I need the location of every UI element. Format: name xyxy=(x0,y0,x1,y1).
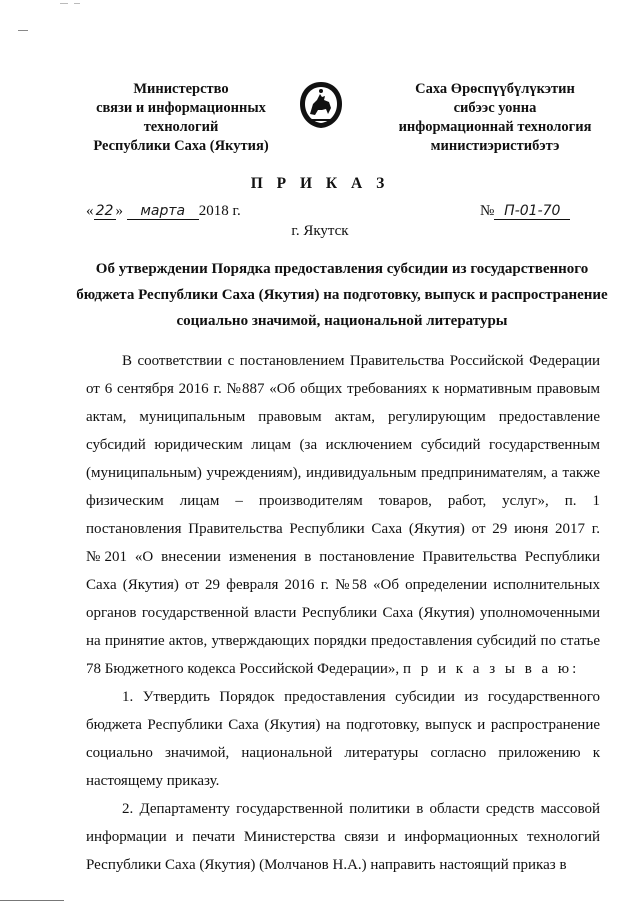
ministry-name-yakut xyxy=(388,80,602,156)
document-title: Об утверждении Порядка предоставления субсидии из государственного бюджета Республики Саха (Якутия) на подготовку, выпуск и распространение социально значимой, национальной литературы xyxy=(76,261,608,329)
scan-mark xyxy=(0,900,64,901)
number-prefix: № xyxy=(480,203,495,219)
number-value-handwritten: П-01-70 xyxy=(494,203,570,220)
ministry-name-line: Республики Саха (Якутия) xyxy=(93,138,269,154)
scan-mark xyxy=(18,30,28,31)
order-date xyxy=(86,203,241,220)
coat-of-arms-icon xyxy=(298,80,344,130)
ministry-name-line: технологий xyxy=(143,119,219,135)
ministry-name-line: министиэристибэтэ xyxy=(430,138,560,154)
order-title: П Р И К А З xyxy=(250,175,390,192)
date-day-handwritten: 22 xyxy=(94,203,116,220)
ministry-name-line: сибээс уонна xyxy=(453,100,537,116)
order-city: г. Якутск xyxy=(291,223,349,239)
date-close-quote: » xyxy=(115,203,123,219)
ministry-name-line: Министерство xyxy=(133,81,229,97)
intro-paragraph xyxy=(86,347,600,683)
item-1-paragraph: 1. Утвердить Порядок предоставления субсидии из государственного бюджета Республики Саха (Якутия) на подготовку, выпуск и распространение социально значимой, национальной литературы согласно приложению к настоящему приказу. xyxy=(86,689,600,789)
document-body xyxy=(86,347,600,879)
order-number xyxy=(480,203,570,220)
ministry-name-russian xyxy=(72,80,290,156)
date-year: 2018 г. xyxy=(198,203,241,219)
item-2-paragraph: 2. Департаменту государственной политики в области средств массовой информации и печати Министерства связи и информационных технологий Республики Саха (Якутия) (Молчанов Н.А.) направить настоящий приказ в xyxy=(86,801,600,873)
scan-mark xyxy=(74,3,80,4)
intro-text: В соответствии с постановлением Правительства Российской Федерации от 6 сентября 2016 г. №887 «Об общих требованиях к нормативным правовым актам, муниципальным правовым актам, регулирующим предоставление субсидий юридическим лицам (за исключением субсидий государственным (муниципальным) учреждениям), индивидуальным предпринимателям, а также физическим лицам – производителям товаров, работ, услуг», п. 1 постановления Правительства Республики Саха (Якутия) от 29 июня 2017 г. №201 «О внесении изменения в постановление Правительства Республики Саха (Якутия) от 29 февраля 2016 г. №58 «Об определении исполнительных органов государственной власти Республики Саха (Якутия) уполномоченными на принятие актов, утверждающих порядки предоставления субсидий по статье 78 Бюджетного кодекса Российской Федерации», xyxy=(86,353,600,677)
decree-word: п р и к а з ы в а ю: xyxy=(402,661,580,677)
ministry-name-line: информационнай технология xyxy=(398,119,592,135)
ministry-name-line: связи и информационных xyxy=(96,100,266,116)
date-month-handwritten: марта xyxy=(127,203,199,220)
date-open-quote: « xyxy=(86,203,94,219)
ministry-name-line: Саха Өрөспүүбүлүкэтин xyxy=(415,81,575,97)
scan-mark xyxy=(60,3,68,4)
